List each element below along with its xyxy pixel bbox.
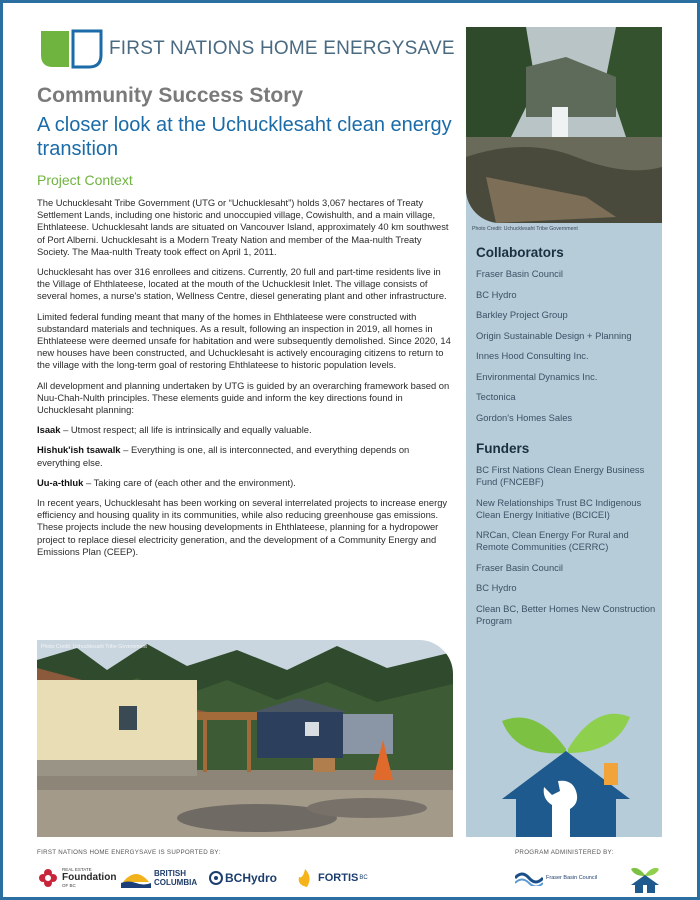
funders-list xyxy=(476,464,658,635)
supported-by-label: FIRST NATIONS HOME ENERGYSAVE IS SUPPORTED BY: xyxy=(37,849,221,856)
principle-hishukish xyxy=(37,444,453,468)
funders-heading: Funders xyxy=(476,441,530,456)
waterfall-photo xyxy=(466,27,662,223)
fortis-name: FORTIS xyxy=(318,872,359,884)
paragraph: Uchucklesaht has over 316 enrollees and citizens. Currently, 20 full and part-time residents live in the Village of Ehthlateese, located at the mouth of the Uchucklesit Inlet. The village consists of several homes, a nurse's station, Wellness Centre, diesel generating plant and other infrastructure. xyxy=(37,266,447,302)
bc-hydro-icon xyxy=(209,871,223,885)
principle-uuathluk xyxy=(37,477,453,489)
photo-credit: Photo Credit: Uchucklesaht Tribe Government xyxy=(472,226,578,232)
small-house-icon xyxy=(629,863,661,893)
list-item: BC Hydro xyxy=(476,288,517,300)
fortis-bc-logo xyxy=(295,867,368,889)
real-estate-foundation-logo xyxy=(37,867,116,889)
village-houses-photo xyxy=(37,640,453,837)
paragraph: The Uchucklesaht Tribe Government (UTG or “Uchucklesaht”) holds 3,067 hectares of Treaty Settlement Lands, including one historic and unoccupied village, Cowishulth, and a main village, Ehthlateese. Uchucklesaht lands are situated on Vancouver Island, approximately 40 km southwest of Port Alberni. Uchucklesaht is a Modern Treaty Nation and member of the Maa-nulth Treaty Society. The Maa-nulth Treaty took effect on April 1, 2011. xyxy=(37,197,449,257)
principle-term: Uu-a-thluk xyxy=(37,476,84,488)
principle-term: Isaak xyxy=(37,424,61,436)
list-item: Innes Hood Consulting Inc. xyxy=(476,350,589,361)
page-title: A closer look at the Uchucklesaht clean energy transition xyxy=(37,114,452,160)
list-item: Gordon's Homes Sales xyxy=(476,411,573,423)
photo-credit: Photo Credit: Uchucklesaht Tribe Government xyxy=(41,644,147,650)
list-item: Fraser Basin Council xyxy=(476,561,564,573)
collaborators-list xyxy=(476,268,658,432)
list-item: Fraser Basin Council xyxy=(476,268,564,279)
bc-sun-icon xyxy=(121,868,151,888)
collaborators-heading: Collaborators xyxy=(476,245,564,260)
footer xyxy=(3,841,697,897)
fortis-bc: BC xyxy=(359,875,368,881)
list-item: NRCan, Clean Energy For Rural and Remote Communities (CERRC) xyxy=(476,529,629,552)
principle-term: Hishuk'ish tsawalk xyxy=(37,444,121,456)
list-item: Environmental Dynamics Inc. xyxy=(476,370,598,382)
foundation-name: Foundation xyxy=(62,872,117,883)
bc-hydro-logo xyxy=(209,867,277,889)
paragraph: In recent years, Uchucklesaht has been working on several interrelated projects to increase energy efficiency and housing quality in its communities, while also reducing greenhouse gas emissions. These projects include the new housing developments in Ehthlateese, planning for a hydropower project to replace diesel electricity generation, and the development of a Community Energy and Emissions Plan (CEEP). xyxy=(37,497,448,557)
paragraph: Limited federal funding meant that many of the homes in Ehthlateese were constructed with substandard materials and techniques. As a result, following an inspection in 2019, all homes in Ehthlateese were deemed unsafe for habitation and were subsequently demolished. Since 2020, 14 new houses have been constructed, and Uchucklesaht is actively encouraging citizens to return to the village with the long-term goal of restoring Ehthlateese to historic population levels. xyxy=(37,310,451,371)
program-logo xyxy=(39,27,459,71)
principle-isaak xyxy=(37,424,453,436)
list-item: BC Hydro xyxy=(476,582,517,593)
principle-text: – Utmost respect; all life is intrinsically and equally valuable. xyxy=(60,424,312,436)
foundation-top: REAL ESTATE xyxy=(62,867,92,872)
foundation-sub: OF BC xyxy=(62,883,76,888)
bc-hydro-name: BCHydro xyxy=(225,871,278,885)
principle-text: – Taking care of (each other and the environment). xyxy=(83,476,296,488)
fraser-basin-council-logo xyxy=(515,867,597,889)
section-heading: Project Context xyxy=(37,172,133,188)
list-item: BC First Nations Clean Energy Business Fund (FNCEBF) xyxy=(476,464,645,487)
kicker: Community Success Story xyxy=(37,84,304,107)
program-name: FIRST NATIONS HOME ENERGYSAVE xyxy=(109,38,455,59)
bc-word-1: BRITISH xyxy=(154,869,186,878)
energysave-leaf-icon xyxy=(39,27,103,71)
administered-by-label: PROGRAM ADMINISTERED BY: xyxy=(515,849,614,856)
list-item: Origin Sustainable Design + Planning xyxy=(476,329,632,341)
list-item: Clean BC, Better Homes New Construction Program xyxy=(476,602,656,626)
list-item: Tectonica xyxy=(476,391,516,402)
foundation-flower-icon xyxy=(37,867,59,889)
list-item: New Relationships Trust BC Indigenous Clean Energy Initiative (BCICEI) xyxy=(476,496,642,520)
paragraph: All development and planning undertaken by UTG is guided by an overarching framework based on Nuu-Chah-Nulth principles. These elements guide and inform the key directions found in Uchucklesaht planning: xyxy=(37,379,450,416)
british-columbia-logo xyxy=(121,867,197,889)
sidebar xyxy=(466,27,662,837)
principle-text: – Everything is one, all is interconnected, and everything depends on everything else. xyxy=(37,444,410,468)
main-column xyxy=(37,83,453,558)
fbc-wave-icon xyxy=(515,870,543,886)
house-wrench-icon xyxy=(496,687,636,837)
fortis-flame-icon xyxy=(295,869,315,887)
list-item: Barkley Project Group xyxy=(476,309,568,320)
bc-word-2: COLUMBIA xyxy=(154,878,198,887)
fbc-name: Fraser Basin Council xyxy=(546,875,598,881)
